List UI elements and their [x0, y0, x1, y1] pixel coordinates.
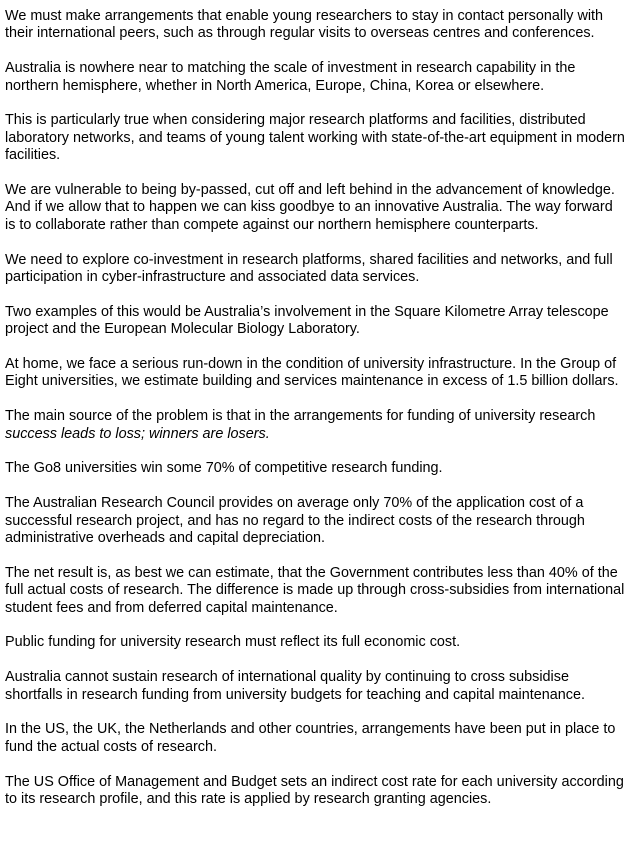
paragraph: Two examples of this would be Australia’s involvement in the Square Kilometre Array telescope project and the European Molecular Biology Laboratory.: [5, 303, 609, 338]
paragraph-with-emphasis: [5, 408, 625, 443]
paragraph: The Australian Research Council provides on average only 70% of the application cost of a successful research project, and has no regard to the indirect costs of the research through administrative overheads and capital depreciation.: [5, 495, 585, 547]
paragraph: We need to explore co-investment in research platforms, shared facilities and networks, and full participation in cyber-infrastructure and associated data services.: [5, 251, 613, 286]
paragraph: The Go8 universities win some 70% of competitive research funding.: [5, 460, 443, 477]
paragraph: We must make arrangements that enable young researchers to stay in contact personally with their international peers, such as through regular visits to overseas centres and conferences.: [5, 8, 604, 42]
paragraph-emphasis-text: success leads to loss; winners are losers.: [5, 425, 270, 442]
paragraph: Australia is nowhere near to matching the scale of investment in research capability in the northern hemisphere, whether in North America, Europe, China, Korea or elsewhere.: [5, 60, 576, 94]
paragraph: In the US, the UK, the Netherlands and other countries, arrangements have been put in place to fund the actual costs of research.: [5, 721, 616, 755]
paragraph: The net result is, as best we can estimate, that the Government contributes less than 40% of the full actual costs of research. The difference is made up through cross-subsidies from international student fees and from deferred capital maintenance.: [5, 564, 625, 616]
paragraph: We are vulnerable to being by-passed, cut off and left behind in the advancement of knowledge. And if we allow that to happen we can kiss goodbye to an innovative Australia. The way forward is to collaborate rather than compete against our northern hemisphere counterparts.: [5, 182, 615, 233]
paragraph: This is particularly true when considering major research platforms and facilities, distributed laboratory networks, and teams of young talent working with state-of-the-art equipment in modern facilities.: [5, 112, 625, 164]
paragraph: The US Office of Management and Budget sets an indirect cost rate for each university according to its research profile, and this rate is applied by research granting agencies.: [5, 773, 624, 808]
paragraph: At home, we face a serious run-down in the condition of university infrastructure. In the Group of Eight universities, we estimate building and services maintenance in excess of 1.5 billion dollars.: [5, 356, 619, 390]
paragraph: Australia cannot sustain research of international quality by continuing to cross subsidise shortfalls in research funding from university budgets for teaching and capital maintenance.: [5, 669, 585, 703]
paragraph: Public funding for university research must reflect its full economic cost.: [5, 634, 461, 651]
paragraph-lead-text: The main source of the problem is that in the arrangements for funding of university research: [5, 408, 596, 425]
